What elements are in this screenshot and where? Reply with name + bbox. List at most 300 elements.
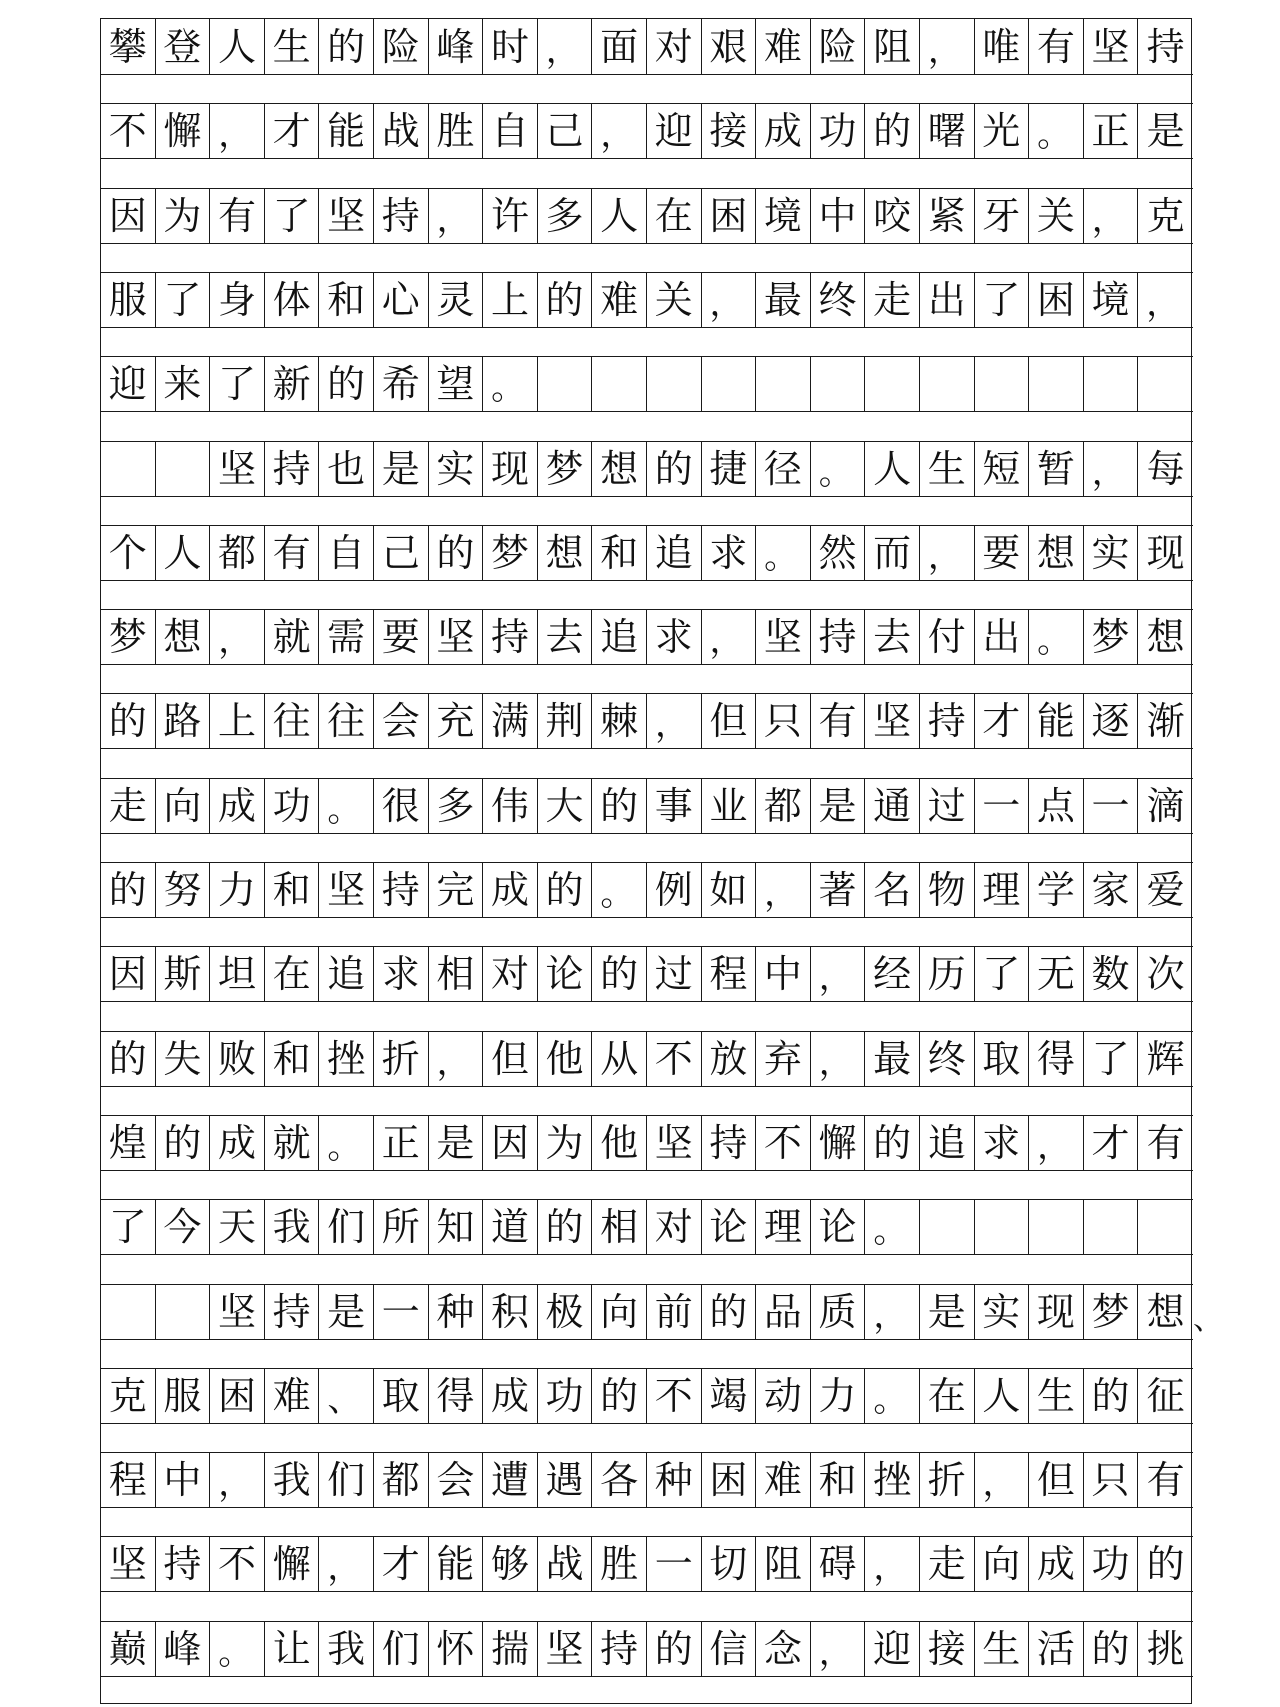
grid-cell: 登 — [156, 19, 211, 74]
grid-cell: 坚 — [210, 442, 265, 496]
grid-cell: 中 — [811, 189, 866, 243]
grid-cell: 物 — [920, 863, 975, 917]
grid-cell: 的 — [592, 947, 647, 1001]
grid-cell — [1084, 357, 1139, 411]
grid-row — [101, 188, 1193, 272]
grid-cell: 成 — [756, 104, 811, 158]
grid-cell: 巅 — [101, 1622, 156, 1676]
grid-cell: ， — [319, 1537, 374, 1591]
grid-cell: 想 — [592, 442, 647, 496]
grid-cell: 活 — [1029, 1622, 1084, 1676]
grid-cell: 为 — [156, 189, 211, 243]
grid-cell: 胜 — [592, 1537, 647, 1591]
grid-cell: 大 — [538, 779, 593, 833]
grid-cell: 满 — [483, 694, 538, 748]
grid-cell — [101, 442, 156, 496]
grid-cell: 攀 — [101, 19, 156, 74]
grid-cell: 质 — [811, 1285, 866, 1339]
grid-cell: 。 — [811, 442, 866, 496]
grid-row-cells — [101, 441, 1193, 497]
grid-cell: 每 — [1146, 446, 1185, 491]
grid-cell: 的 — [538, 1200, 593, 1254]
grid-cell: 终 — [920, 1032, 975, 1086]
grid-cell: 难 — [756, 1453, 811, 1507]
grid-cell: 信 — [702, 1622, 757, 1676]
overflow-punctuation: 、 — [1193, 1301, 1223, 1337]
grid-cell: 们 — [374, 1622, 429, 1676]
grid-cell: 向 — [156, 779, 211, 833]
grid-cell: ， — [702, 610, 757, 664]
grid-cell: 才 — [975, 694, 1030, 748]
grid-cell: ， — [429, 189, 484, 243]
grid-cell: 最 — [756, 273, 811, 327]
grid-cell: 的 — [538, 273, 593, 327]
grid-cell: 都 — [210, 526, 265, 580]
grid-cell: 自 — [319, 526, 374, 580]
grid-cell: 极 — [538, 1285, 593, 1339]
grid-cell: 上 — [210, 694, 265, 748]
grid-cell: 才 — [374, 1537, 429, 1591]
grid-cell: 他 — [592, 1116, 647, 1170]
grid-cell: ， — [865, 1537, 920, 1591]
grid-cell: ， — [210, 104, 265, 158]
grid-cell: 的 — [865, 1116, 920, 1170]
grid-cell: 追 — [592, 610, 647, 664]
grid-cell: 程 — [101, 1453, 156, 1507]
grid-cell — [975, 1200, 1030, 1254]
grid-cell: 了 — [1084, 1032, 1139, 1086]
grid-cell: 辉 — [1146, 1036, 1185, 1081]
grid-cell: 险 — [374, 19, 429, 74]
grid-cell: 但 — [702, 694, 757, 748]
grid-row-cells — [101, 103, 1193, 159]
grid-cell: 和 — [265, 1032, 320, 1086]
grid-cell: ， — [1084, 442, 1139, 496]
grid-cell: 在 — [920, 1369, 975, 1423]
grid-cell: 正 — [374, 1116, 429, 1170]
grid-cell: 难 — [756, 19, 811, 74]
grid-cell: 们 — [319, 1453, 374, 1507]
grid-cell: 放 — [702, 1032, 757, 1086]
grid-cell: 。 — [319, 1116, 374, 1170]
grid-row-cells — [101, 19, 1193, 75]
grid-cell: 败 — [210, 1032, 265, 1086]
grid-cell: 棘 — [592, 694, 647, 748]
grid-cell: 了 — [101, 1200, 156, 1254]
grid-cell: 坚 — [319, 863, 374, 917]
grid-cell — [156, 442, 211, 496]
grid-cell: 各 — [592, 1453, 647, 1507]
grid-cell: 也 — [319, 442, 374, 496]
grid-cell: 境 — [756, 189, 811, 243]
grid-cell: 体 — [265, 273, 320, 327]
grid-cell: 求 — [374, 947, 429, 1001]
grid-cell: 阻 — [865, 19, 920, 74]
grid-cell: 挑 — [1146, 1626, 1185, 1671]
grid-cell: 在 — [265, 947, 320, 1001]
grid-cell — [592, 357, 647, 411]
grid-cell: 名 — [865, 863, 920, 917]
grid-cell: 理 — [975, 863, 1030, 917]
grid-cell: 成 — [483, 863, 538, 917]
grid-cell: 是 — [811, 779, 866, 833]
grid-cell: 中 — [756, 947, 811, 1001]
grid-cell: 次 — [1146, 952, 1185, 997]
grid-cell: 追 — [647, 526, 702, 580]
grid-cell: 走 — [865, 273, 920, 327]
grid-cell: 梦 — [1084, 610, 1139, 664]
grid-cell: 对 — [647, 1200, 702, 1254]
grid-cell: 都 — [374, 1453, 429, 1507]
grid-cell: 最 — [865, 1032, 920, 1086]
grid-cell: 、 — [319, 1369, 374, 1423]
grid-cell: 煌 — [101, 1116, 156, 1170]
grid-cell: 向 — [592, 1285, 647, 1339]
grid-row-cells — [101, 356, 1193, 412]
grid-cell: 正 — [1084, 104, 1139, 158]
grid-cell: 迎 — [865, 1622, 920, 1676]
grid-cell: 历 — [920, 947, 975, 1001]
grid-cell: 人 — [210, 19, 265, 74]
grid-cell: 我 — [265, 1453, 320, 1507]
grid-cell: 战 — [538, 1537, 593, 1591]
grid-cell: 过 — [647, 947, 702, 1001]
grid-cell: 的 — [429, 526, 484, 580]
grid-row — [101, 356, 1193, 440]
grid-cell: 坦 — [210, 947, 265, 1001]
grid-cell: 功 — [538, 1369, 593, 1423]
grid-cell: 因 — [101, 189, 156, 243]
grid-cell: ， — [1029, 1116, 1084, 1170]
grid-cell: 困 — [210, 1369, 265, 1423]
grid-cell: 得 — [429, 1369, 484, 1423]
grid-cell: 困 — [702, 1453, 757, 1507]
grid-cell: 能 — [1029, 694, 1084, 748]
grid-cell: 论 — [702, 1200, 757, 1254]
grid-cell: 。 — [865, 1200, 920, 1254]
grid-cell: 持 — [920, 694, 975, 748]
grid-cell: 动 — [756, 1369, 811, 1423]
grid-cell: 了 — [210, 357, 265, 411]
grid-cell: 峰 — [156, 1622, 211, 1676]
grid-cell: 失 — [156, 1032, 211, 1086]
grid-cell: 不 — [756, 1116, 811, 1170]
grid-cell: 接 — [702, 104, 757, 158]
grid-cell: 对 — [647, 19, 702, 74]
grid-cell: 荆 — [538, 694, 593, 748]
grid-cell: 曙 — [920, 104, 975, 158]
grid-cell: 很 — [374, 779, 429, 833]
grid-row — [101, 1199, 1193, 1283]
grid-row — [101, 1284, 1223, 1368]
grid-cell: 才 — [265, 104, 320, 158]
grid-cell: 持 — [702, 1116, 757, 1170]
grid-cell: 种 — [429, 1285, 484, 1339]
grid-cell — [756, 357, 811, 411]
grid-row — [101, 609, 1193, 693]
grid-cell: 伟 — [483, 779, 538, 833]
grid-cell: 出 — [920, 273, 975, 327]
grid-cell: 中 — [156, 1453, 211, 1507]
grid-cell: 实 — [1084, 526, 1139, 580]
grid-cell: 。 — [210, 1622, 265, 1676]
grid-cell: 折 — [374, 1032, 429, 1086]
grid-cell: 知 — [429, 1200, 484, 1254]
grid-cell: 能 — [319, 104, 374, 158]
grid-cell: 求 — [647, 610, 702, 664]
grid-cell: 只 — [1084, 1453, 1139, 1507]
grid-cell: 才 — [1084, 1116, 1139, 1170]
grid-cell: 有 — [811, 694, 866, 748]
grid-cell: 了 — [975, 947, 1030, 1001]
grid-row-cells — [101, 1621, 1193, 1677]
grid-cell — [1029, 357, 1084, 411]
grid-cell: 取 — [975, 1032, 1030, 1086]
grid-cell: 我 — [319, 1622, 374, 1676]
grid-cell: 有 — [1029, 19, 1084, 74]
grid-cell — [865, 357, 920, 411]
grid-cell: 理 — [756, 1200, 811, 1254]
grid-cell: 的 — [592, 779, 647, 833]
grid-cell: 坚 — [210, 1285, 265, 1339]
grid-cell: 己 — [538, 104, 593, 158]
grid-cell: 坚 — [756, 610, 811, 664]
grid-cell: 艰 — [702, 19, 757, 74]
grid-cell: 灵 — [429, 273, 484, 327]
grid-cell: 紧 — [920, 189, 975, 243]
grid-cell — [1084, 1200, 1139, 1254]
grid-cell: 身 — [210, 273, 265, 327]
grid-row — [101, 1452, 1193, 1536]
grid-cell: 爱 — [1146, 868, 1185, 912]
grid-cell: 走 — [920, 1537, 975, 1591]
grid-cell: 业 — [702, 779, 757, 833]
grid-cell: 有 — [1146, 1458, 1185, 1503]
grid-row — [101, 778, 1193, 862]
grid-cell: 己 — [374, 526, 429, 580]
grid-cell: 懈 — [265, 1537, 320, 1591]
grid-cell: 服 — [156, 1369, 211, 1423]
grid-cell: 克 — [101, 1369, 156, 1423]
grid-cell: 持 — [374, 863, 429, 917]
grid-cell: 我 — [265, 1200, 320, 1254]
grid-cell: 上 — [483, 273, 538, 327]
grid-cell: 的 — [101, 1032, 156, 1086]
grid-cell: 渐 — [1146, 699, 1185, 744]
grid-cell: 懈 — [811, 1116, 866, 1170]
grid-cell: 有 — [1146, 1120, 1185, 1165]
grid-cell: 充 — [429, 694, 484, 748]
grid-cell: 成 — [483, 1369, 538, 1423]
grid-row-cells — [101, 1199, 1193, 1255]
grid-cell: 许 — [483, 189, 538, 243]
grid-cell: 走 — [101, 779, 156, 833]
grid-cell: 从 — [592, 1032, 647, 1086]
grid-cell: 坚 — [865, 694, 920, 748]
grid-cell: 多 — [429, 779, 484, 833]
grid-cell: 过 — [920, 779, 975, 833]
grid-cell: 追 — [920, 1116, 975, 1170]
grid-cell: 征 — [1146, 1373, 1185, 1418]
grid-cell: 。 — [592, 863, 647, 917]
grid-cell: 成 — [210, 779, 265, 833]
grid-cell: 。 — [1029, 610, 1084, 664]
grid-cell: 逐 — [1084, 694, 1139, 748]
grid-cell: 人 — [156, 526, 211, 580]
grid-cell: ， — [811, 1032, 866, 1086]
grid-row-cells — [101, 778, 1193, 834]
grid-cell: 竭 — [702, 1369, 757, 1423]
grid-cell: ， — [756, 863, 811, 917]
grid-cell: 时 — [483, 19, 538, 74]
grid-cell: 的 — [647, 1622, 702, 1676]
grid-cell: 现 — [1146, 530, 1185, 575]
grid-cell: 想 — [538, 526, 593, 580]
grid-row — [101, 693, 1193, 777]
grid-cell: 牙 — [975, 189, 1030, 243]
grid-row-cells — [101, 1284, 1193, 1340]
grid-cell: 因 — [101, 947, 156, 1001]
grid-cell: 揣 — [483, 1622, 538, 1676]
grid-cell: 暂 — [1029, 442, 1084, 496]
grid-cell: 但 — [1029, 1453, 1084, 1507]
grid-cell: 往 — [265, 694, 320, 748]
grid-cell: 事 — [647, 779, 702, 833]
grid-cell: 出 — [975, 610, 1030, 664]
grid-cell: 径 — [756, 442, 811, 496]
grid-row-cells — [101, 1452, 1193, 1508]
grid-cell: 功 — [811, 104, 866, 158]
grid-cell: 念 — [756, 1622, 811, 1676]
grid-row-cells — [101, 946, 1193, 1002]
grid-row — [101, 103, 1193, 187]
grid-cell: 折 — [920, 1453, 975, 1507]
grid-cell: 但 — [483, 1032, 538, 1086]
grid-cell: 需 — [319, 610, 374, 664]
grid-cell: 梦 — [101, 610, 156, 664]
grid-cell: 点 — [1029, 779, 1084, 833]
grid-cell: 相 — [592, 1200, 647, 1254]
grid-cell: 对 — [483, 947, 538, 1001]
grid-row — [101, 946, 1193, 1030]
grid-cell: 无 — [1029, 947, 1084, 1001]
grid-cell: 论 — [538, 947, 593, 1001]
grid-cell — [1138, 357, 1193, 411]
grid-cell: 人 — [865, 442, 920, 496]
grid-cell: ， — [865, 1285, 920, 1339]
grid-cell: 光 — [975, 104, 1030, 158]
grid-cell: 要 — [975, 526, 1030, 580]
grid-cell: 个 — [101, 526, 156, 580]
grid-cell — [702, 357, 757, 411]
grid-cell: 追 — [319, 947, 374, 1001]
grid-cell: ， — [811, 947, 866, 1001]
grid-cell: ， — [210, 610, 265, 664]
grid-row — [101, 1115, 1193, 1199]
grid-cell — [920, 357, 975, 411]
grid-cell: 来 — [156, 357, 211, 411]
grid-row-cells — [101, 1115, 1193, 1171]
grid-row — [101, 1031, 1193, 1115]
grid-cell: 面 — [592, 19, 647, 74]
grid-cell: 力 — [811, 1369, 866, 1423]
grid-cell: 够 — [483, 1537, 538, 1591]
grid-cell: 坚 — [319, 189, 374, 243]
grid-cell: ， — [647, 694, 702, 748]
grid-cell: 著 — [811, 863, 866, 917]
grid-cell: 相 — [429, 947, 484, 1001]
grid-cell: 心 — [374, 273, 429, 327]
grid-row-cells — [101, 1536, 1193, 1592]
grid-row-cells — [101, 188, 1193, 244]
grid-cell: 多 — [538, 189, 593, 243]
grid-cell: 迎 — [647, 104, 702, 158]
grid-cell: 去 — [865, 610, 920, 664]
grid-cell: 为 — [538, 1116, 593, 1170]
grid-cell: 的 — [1146, 1542, 1185, 1587]
grid-cell: 只 — [756, 694, 811, 748]
grid-cell: 碍 — [811, 1537, 866, 1591]
grid-cell: 和 — [265, 863, 320, 917]
grid-cell — [811, 357, 866, 411]
grid-cell: 生 — [975, 1622, 1030, 1676]
grid-row-cells — [101, 1031, 1193, 1087]
grid-cell: 的 — [156, 1116, 211, 1170]
grid-cell: 捷 — [702, 442, 757, 496]
grid-cell: 是 — [1146, 109, 1185, 154]
grid-row — [101, 1368, 1193, 1452]
grid-cell: 坚 — [1084, 19, 1139, 74]
grid-cell: 境 — [1084, 273, 1139, 327]
grid-cell: 人 — [592, 189, 647, 243]
grid-cell: 了 — [265, 189, 320, 243]
grid-cell: 他 — [538, 1032, 593, 1086]
grid-cell — [920, 1200, 975, 1254]
grid-cell — [1029, 1200, 1084, 1254]
grid-cell: ， — [920, 526, 975, 580]
grid-cell: 不 — [647, 1032, 702, 1086]
grid-cell: 短 — [975, 442, 1030, 496]
grid-cell: 持 — [265, 1285, 320, 1339]
grid-cell: 持 — [374, 189, 429, 243]
grid-cell: 天 — [210, 1200, 265, 1254]
grid-cell: 们 — [319, 1200, 374, 1254]
grid-cell: 一 — [647, 1537, 702, 1591]
grid-cell — [101, 1285, 156, 1339]
grid-cell: 然 — [811, 526, 866, 580]
grid-cell: ， — [1084, 189, 1139, 243]
grid-cell: 不 — [210, 1537, 265, 1591]
grid-cell: 一 — [374, 1285, 429, 1339]
grid-cell: 不 — [101, 104, 156, 158]
grid-cell: 持 — [265, 442, 320, 496]
grid-cell: 和 — [811, 1453, 866, 1507]
grid-cell: 能 — [429, 1537, 484, 1591]
grid-cell: 生 — [920, 442, 975, 496]
grid-cell: 不 — [647, 1369, 702, 1423]
grid-cell: 持 — [592, 1622, 647, 1676]
grid-cell: 得 — [1029, 1032, 1084, 1086]
grid-row-cells — [101, 272, 1193, 328]
grid-cell: 滴 — [1146, 783, 1185, 828]
grid-cell: 家 — [1084, 863, 1139, 917]
grid-cell: 遇 — [538, 1453, 593, 1507]
grid-cell: 了 — [975, 273, 1030, 327]
grid-cell — [647, 357, 702, 411]
grid-row — [101, 1621, 1193, 1705]
grid-cell: 往 — [319, 694, 374, 748]
grid-cell: 想 — [1029, 526, 1084, 580]
